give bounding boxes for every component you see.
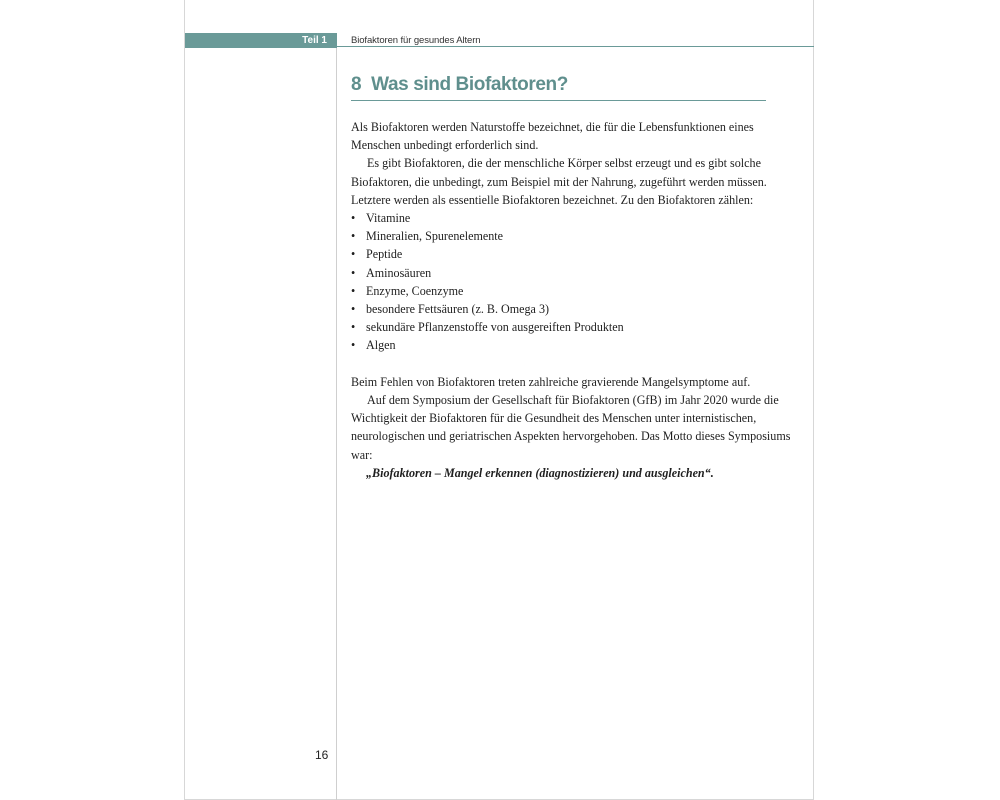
page-number: 16	[315, 748, 329, 762]
paragraph-definition: Als Biofaktoren werden Naturstoffe bezeichnet, die für die Lebensfunktionen eines Menschen unbedingt erforderlich sind.	[351, 120, 754, 153]
list-item: • besondere Fettsäuren (z. B. Omega 3)	[351, 300, 791, 318]
running-header-band	[185, 33, 337, 48]
biofactor-list	[351, 209, 791, 355]
bullet-icon: •	[351, 283, 356, 298]
chapter-number: 8	[351, 74, 362, 95]
running-header-title: Biofaktoren für gesundes Altern	[351, 35, 481, 46]
list-item: • Mineralien, Spurenelemente	[351, 227, 791, 245]
bullet-icon: •	[351, 229, 356, 244]
bullet-icon: •	[351, 302, 356, 317]
bullet-icon: •	[351, 320, 356, 335]
list-item: • sekundäre Pflanzenstoffe von ausgereiften Produkten	[351, 318, 791, 336]
chapter-title: Was sind Biofaktoren?	[371, 74, 568, 95]
book-page	[184, 0, 814, 800]
list-item: • Algen	[351, 336, 791, 354]
paragraph-symposium: Auf dem Symposium der Gesellschaft für Biofaktoren (GfB) im Jahr 2020 wurde die Wichtigkeit der Biofaktoren für die Gesundheit des Menschen unter internistischen, neurologischen und geriatrischen Aspekten hervorgehoben. Das Motto dieses Symposiums war:	[351, 393, 791, 462]
paragraph-gap	[351, 355, 791, 373]
bullet-icon: •	[351, 265, 356, 280]
margin-rule	[336, 48, 337, 800]
chapter-heading	[351, 74, 568, 96]
list-item: • Aminosäuren	[351, 264, 791, 282]
list-item: • Enzyme, Coenzyme	[351, 282, 791, 300]
chapter-rule	[351, 100, 766, 101]
paragraph-deficiency: Beim Fehlen von Biofaktoren treten zahlreiche gravierende Mangelsymptome auf.	[351, 374, 751, 389]
paragraph-types: Es gibt Biofaktoren, die der menschliche Körper selbst erzeugt und es gibt solche Biofaktoren, die unbedingt, zum Beispiel mit der Nahrung, zugeführt werden müssen. Letztere werden als essentielle Biofaktoren bezeichnet. Zu den Biofaktoren zählen:	[351, 156, 767, 207]
body-text	[351, 118, 791, 482]
list-item: • Peptide	[351, 245, 791, 263]
bullet-icon: •	[351, 211, 356, 226]
bullet-icon: •	[351, 338, 356, 353]
symposium-motto: „Biofaktoren – Mangel erkennen (diagnostizieren) und ausgleichen“.	[366, 465, 714, 480]
list-item: • Vitamine	[351, 209, 791, 227]
part-label: Teil 1	[302, 35, 327, 46]
header-rule	[337, 46, 814, 47]
bullet-icon: •	[351, 247, 356, 262]
